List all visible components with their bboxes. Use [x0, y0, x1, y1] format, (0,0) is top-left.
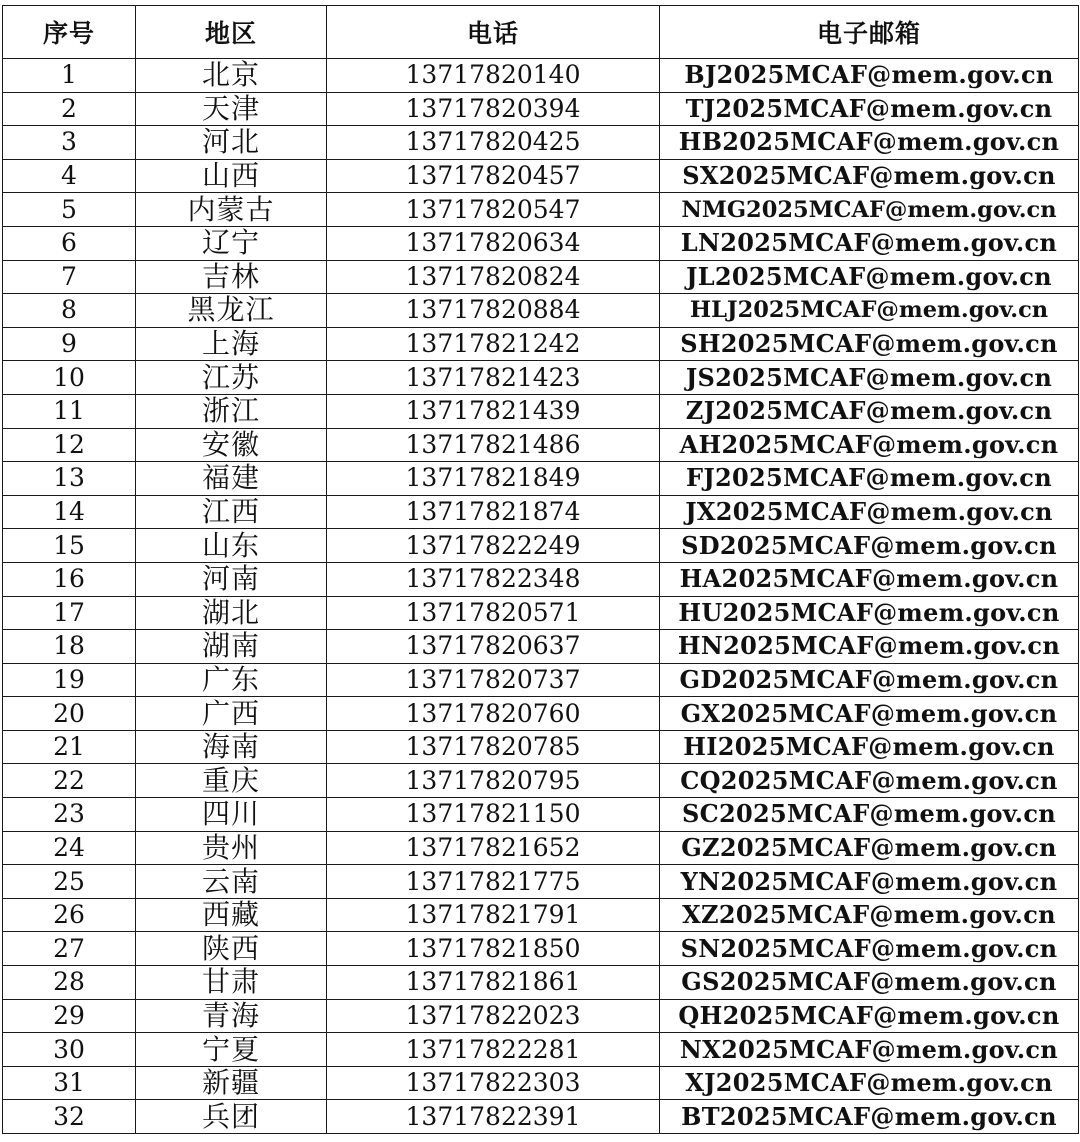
table-row [3, 764, 1079, 798]
cell-email: CQ2025MCAF@mem.gov.cn [660, 764, 1079, 798]
cell-index: 12 [3, 428, 136, 462]
cell-region: 青海 [136, 999, 327, 1033]
cell-region: 四川 [136, 798, 327, 832]
cell-index: 6 [3, 226, 136, 260]
table-row [3, 529, 1079, 563]
table-row [3, 663, 1079, 697]
cell-email: HLJ2025MCAF@mem.gov.cn [660, 294, 1079, 328]
cell-phone: 13717820547 [327, 193, 660, 227]
cell-index: 4 [3, 159, 136, 193]
cell-region: 海南 [136, 730, 327, 764]
cell-phone: 13717820571 [327, 596, 660, 630]
cell-region: 湖南 [136, 630, 327, 664]
cell-phone: 13717821486 [327, 428, 660, 462]
cell-phone: 13717821423 [327, 361, 660, 395]
cell-region: 内蒙古 [136, 193, 327, 227]
cell-index: 18 [3, 630, 136, 664]
header-email: 电子邮箱 [660, 6, 1079, 59]
cell-index: 5 [3, 193, 136, 227]
cell-phone: 13717820457 [327, 159, 660, 193]
cell-index: 3 [3, 126, 136, 160]
cell-email: YN2025MCAF@mem.gov.cn [660, 865, 1079, 899]
table-row [3, 730, 1079, 764]
cell-email: SX2025MCAF@mem.gov.cn [660, 159, 1079, 193]
cell-phone: 13717820737 [327, 663, 660, 697]
cell-email: HA2025MCAF@mem.gov.cn [660, 562, 1079, 596]
contact-table [2, 5, 1079, 1134]
cell-region: 辽宁 [136, 226, 327, 260]
cell-region: 宁夏 [136, 1033, 327, 1067]
cell-region: 河南 [136, 562, 327, 596]
cell-email: SD2025MCAF@mem.gov.cn [660, 529, 1079, 563]
cell-email: BJ2025MCAF@mem.gov.cn [660, 59, 1079, 93]
cell-index: 20 [3, 697, 136, 731]
cell-email: SN2025MCAF@mem.gov.cn [660, 932, 1079, 966]
header-region: 地区 [136, 6, 327, 59]
cell-email: HN2025MCAF@mem.gov.cn [660, 630, 1079, 664]
header-phone: 电话 [327, 6, 660, 59]
cell-phone: 13717821874 [327, 495, 660, 529]
cell-phone: 13717820760 [327, 697, 660, 731]
cell-email: JL2025MCAF@mem.gov.cn [660, 260, 1079, 294]
cell-email: HI2025MCAF@mem.gov.cn [660, 730, 1079, 764]
cell-phone: 13717821791 [327, 898, 660, 932]
cell-email: NX2025MCAF@mem.gov.cn [660, 1033, 1079, 1067]
table-row [3, 1100, 1079, 1134]
cell-region: 兵团 [136, 1100, 327, 1134]
cell-email: GX2025MCAF@mem.gov.cn [660, 697, 1079, 731]
cell-email: GS2025MCAF@mem.gov.cn [660, 966, 1079, 1000]
table-row [3, 999, 1079, 1033]
cell-index: 27 [3, 932, 136, 966]
cell-region: 山东 [136, 529, 327, 563]
cell-phone: 13717822391 [327, 1100, 660, 1134]
cell-region: 广西 [136, 697, 327, 731]
cell-phone: 13717821242 [327, 327, 660, 361]
cell-phone: 13717822303 [327, 1066, 660, 1100]
cell-region: 西藏 [136, 898, 327, 932]
table-row [3, 966, 1079, 1000]
header-row [3, 6, 1079, 59]
cell-phone: 13717820425 [327, 126, 660, 160]
cell-email: XJ2025MCAF@mem.gov.cn [660, 1066, 1079, 1100]
cell-index: 11 [3, 394, 136, 428]
cell-email: QH2025MCAF@mem.gov.cn [660, 999, 1079, 1033]
cell-index: 13 [3, 462, 136, 496]
cell-phone: 13717820394 [327, 92, 660, 126]
cell-email: FJ2025MCAF@mem.gov.cn [660, 462, 1079, 496]
cell-index: 23 [3, 798, 136, 832]
cell-email: TJ2025MCAF@mem.gov.cn [660, 92, 1079, 126]
cell-phone: 13717821652 [327, 831, 660, 865]
cell-index: 32 [3, 1100, 136, 1134]
table-row [3, 1066, 1079, 1100]
cell-region: 广东 [136, 663, 327, 697]
cell-email: HU2025MCAF@mem.gov.cn [660, 596, 1079, 630]
cell-index: 31 [3, 1066, 136, 1100]
cell-index: 10 [3, 361, 136, 395]
cell-index: 30 [3, 1033, 136, 1067]
table-row [3, 630, 1079, 664]
cell-phone: 13717820634 [327, 226, 660, 260]
cell-email: SC2025MCAF@mem.gov.cn [660, 798, 1079, 832]
table-row [3, 92, 1079, 126]
cell-index: 15 [3, 529, 136, 563]
cell-email: JX2025MCAF@mem.gov.cn [660, 495, 1079, 529]
cell-index: 9 [3, 327, 136, 361]
cell-email: NMG2025MCAF@mem.gov.cn [660, 193, 1079, 227]
cell-region: 重庆 [136, 764, 327, 798]
cell-region: 吉林 [136, 260, 327, 294]
table-row [3, 226, 1079, 260]
table-row [3, 159, 1079, 193]
cell-index: 26 [3, 898, 136, 932]
table-row [3, 697, 1079, 731]
cell-phone: 13717822281 [327, 1033, 660, 1067]
cell-email: HB2025MCAF@mem.gov.cn [660, 126, 1079, 160]
cell-index: 7 [3, 260, 136, 294]
cell-index: 22 [3, 764, 136, 798]
table-row [3, 361, 1079, 395]
cell-phone: 13717821849 [327, 462, 660, 496]
cell-region: 山西 [136, 159, 327, 193]
cell-phone: 13717821150 [327, 798, 660, 832]
table-row [3, 865, 1079, 899]
cell-phone: 13717820884 [327, 294, 660, 328]
cell-phone: 13717822023 [327, 999, 660, 1033]
cell-phone: 13717820795 [327, 764, 660, 798]
cell-region: 云南 [136, 865, 327, 899]
cell-region: 河北 [136, 126, 327, 160]
cell-index: 24 [3, 831, 136, 865]
cell-region: 陕西 [136, 932, 327, 966]
cell-phone: 13717822348 [327, 562, 660, 596]
cell-region: 福建 [136, 462, 327, 496]
cell-region: 浙江 [136, 394, 327, 428]
cell-email: AH2025MCAF@mem.gov.cn [660, 428, 1079, 462]
cell-region: 贵州 [136, 831, 327, 865]
cell-phone: 13717821775 [327, 865, 660, 899]
cell-email: ZJ2025MCAF@mem.gov.cn [660, 394, 1079, 428]
cell-region: 黑龙江 [136, 294, 327, 328]
table-row [3, 1033, 1079, 1067]
table-header [3, 6, 1079, 59]
cell-region: 天津 [136, 92, 327, 126]
cell-phone: 13717820140 [327, 59, 660, 93]
cell-email: LN2025MCAF@mem.gov.cn [660, 226, 1079, 260]
table-row [3, 596, 1079, 630]
table-row [3, 126, 1079, 160]
cell-index: 14 [3, 495, 136, 529]
cell-index: 25 [3, 865, 136, 899]
table-row [3, 327, 1079, 361]
cell-index: 16 [3, 562, 136, 596]
cell-region: 湖北 [136, 596, 327, 630]
cell-phone: 13717821861 [327, 966, 660, 1000]
cell-email: XZ2025MCAF@mem.gov.cn [660, 898, 1079, 932]
table-row [3, 798, 1079, 832]
cell-region: 江西 [136, 495, 327, 529]
cell-index: 29 [3, 999, 136, 1033]
cell-index: 8 [3, 294, 136, 328]
table-body [3, 59, 1079, 1134]
cell-email: GZ2025MCAF@mem.gov.cn [660, 831, 1079, 865]
cell-phone: 13717820785 [327, 730, 660, 764]
cell-region: 甘肃 [136, 966, 327, 1000]
cell-phone: 13717820637 [327, 630, 660, 664]
table-row [3, 562, 1079, 596]
header-index: 序号 [3, 6, 136, 59]
cell-phone: 13717821850 [327, 932, 660, 966]
cell-phone: 13717822249 [327, 529, 660, 563]
table-row [3, 831, 1079, 865]
table-row [3, 59, 1079, 93]
table-row [3, 294, 1079, 328]
table-row [3, 193, 1079, 227]
cell-email: SH2025MCAF@mem.gov.cn [660, 327, 1079, 361]
cell-phone: 13717820824 [327, 260, 660, 294]
table-row [3, 260, 1079, 294]
table-row [3, 898, 1079, 932]
cell-index: 28 [3, 966, 136, 1000]
cell-phone: 13717821439 [327, 394, 660, 428]
cell-region: 新疆 [136, 1066, 327, 1100]
cell-region: 江苏 [136, 361, 327, 395]
cell-region: 安徽 [136, 428, 327, 462]
cell-region: 上海 [136, 327, 327, 361]
cell-index: 19 [3, 663, 136, 697]
table-row [3, 462, 1079, 496]
cell-email: JS2025MCAF@mem.gov.cn [660, 361, 1079, 395]
cell-index: 2 [3, 92, 136, 126]
table-row [3, 932, 1079, 966]
cell-index: 21 [3, 730, 136, 764]
cell-region: 北京 [136, 59, 327, 93]
cell-index: 1 [3, 59, 136, 93]
table-row [3, 428, 1079, 462]
table-row [3, 394, 1079, 428]
table-row [3, 495, 1079, 529]
cell-email: BT2025MCAF@mem.gov.cn [660, 1100, 1079, 1134]
cell-index: 17 [3, 596, 136, 630]
cell-email: GD2025MCAF@mem.gov.cn [660, 663, 1079, 697]
